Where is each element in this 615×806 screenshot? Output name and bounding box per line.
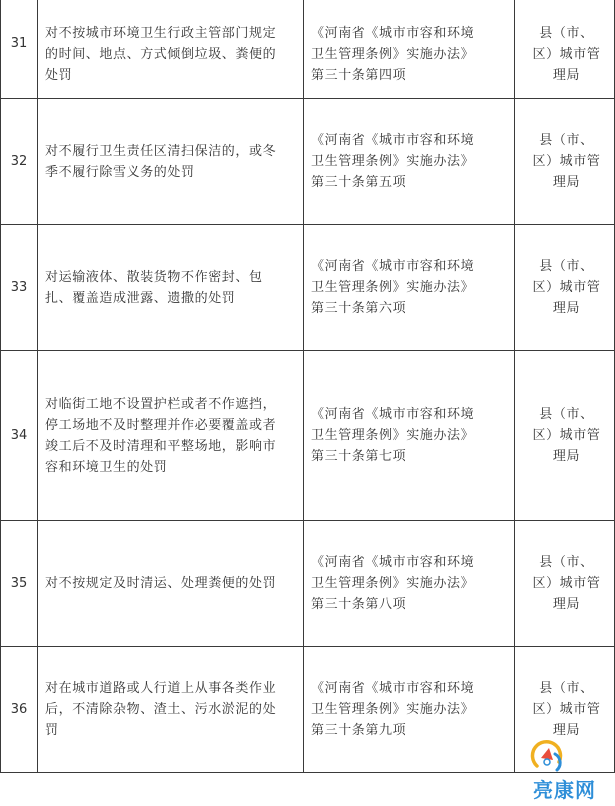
table-row (1, 99, 615, 225)
text-line: 《河南省《城市市容和环境 (311, 25, 475, 41)
text-line: 第三十条第四项 (311, 67, 407, 83)
row-number: 31 (1, 0, 38, 99)
text-line: 第三十条第五项 (311, 175, 407, 190)
enforcement-department (515, 225, 615, 351)
table-row (1, 351, 615, 521)
text-line: 处罚 (45, 67, 73, 83)
text-line: 区）城市管 (532, 702, 601, 717)
text-line: 《河南省《城市市容和环境 (311, 555, 475, 570)
text-line: 县（市、 (539, 259, 594, 274)
text-line: 县（市、 (539, 555, 594, 570)
text-line: 对不按规定及时清运、处理粪便的处罚 (45, 576, 277, 591)
penalty-table-body (1, 0, 615, 773)
penalty-description-text (38, 2, 303, 86)
text-line: 县（市、 (539, 681, 594, 696)
text-line: 理局 (552, 175, 581, 190)
text-line: 对临街工地不设置护栏或者不作遮挡， (45, 396, 277, 412)
text-line: 《河南省《城市市容和环境 (311, 133, 475, 148)
text-line (45, 2, 297, 23)
table-row (1, 225, 615, 351)
row-number: 36 (1, 647, 38, 773)
text-line: 卫生管理条例》实施办法》 (311, 702, 475, 717)
text-line: 第三十条第八项 (311, 597, 407, 612)
text-line: 区）城市管 (532, 576, 601, 591)
text-line: 《河南省《城市市容和环境 (311, 681, 475, 696)
text-line: 卫生管理条例》实施办法》 (311, 576, 475, 591)
table-row (1, 0, 615, 99)
penalty-description (38, 647, 304, 773)
site-watermark (515, 736, 611, 802)
text-line: 理局 (552, 67, 581, 83)
table-row (1, 521, 615, 647)
text-line: 停工场地不及时整理并作必要覆盖或者 (45, 417, 277, 433)
text-line: 理局 (552, 449, 581, 464)
enforcement-department (515, 351, 615, 521)
penalty-description (38, 521, 304, 647)
penalty-description-text (38, 267, 303, 309)
legal-basis (304, 225, 515, 351)
enforcement-department-text (515, 404, 614, 467)
text-line: 对不履行卫生责任区清扫保洁的，或冬 (45, 143, 277, 159)
text-line: 卫生管理条例》实施办法》 (311, 154, 475, 169)
row-number: 33 (1, 225, 38, 351)
legal-basis (304, 647, 515, 773)
text-line (527, 2, 606, 23)
enforcement-department-text (515, 2, 614, 86)
text-line: 区）城市管 (532, 46, 601, 62)
text-line: 对运输液体、散装货物不作密封、包 (45, 269, 263, 285)
text-line: 县（市、 (539, 407, 594, 422)
penalty-description (38, 225, 304, 351)
text-line: 竣工后不及时清理和平整场地，影响市 (45, 438, 277, 454)
penalty-description (38, 99, 304, 225)
text-line: 第三十条第九项 (311, 723, 407, 738)
penalty-description (38, 351, 304, 521)
row-number: 35 (1, 521, 38, 647)
text-line: 对在城市道路或人行道上从事各类作业 (45, 681, 277, 696)
text-line: 后，不清除杂物、渣土、污水淤泥的处 (45, 702, 277, 717)
text-line: 卫生管理条例》实施办法》 (311, 280, 475, 295)
enforcement-department-text (515, 552, 614, 615)
enforcement-department-text (515, 256, 614, 319)
text-line: 县（市、 (539, 25, 594, 41)
legal-basis-text (304, 404, 514, 467)
enforcement-department (515, 521, 615, 647)
text-line: 的时间、地点、方式倾倒垃圾、粪便的 (45, 46, 277, 62)
text-line: 卫生管理条例》实施办法》 (311, 46, 475, 62)
enforcement-department-text (515, 678, 614, 741)
penalty-description-text (38, 678, 303, 741)
penalty-description-text (38, 573, 303, 594)
penalty-description-text (38, 141, 303, 183)
penalty-description-text (38, 394, 303, 478)
text-line: 理局 (552, 723, 581, 738)
legal-basis-text (304, 678, 514, 741)
text-line: 区）城市管 (532, 154, 601, 169)
text-line: 卫生管理条例》实施办法》 (311, 428, 475, 443)
text-line: 县（市、 (539, 133, 594, 148)
text-line: 理局 (552, 597, 581, 612)
legal-basis-text (304, 256, 514, 319)
text-line: 第三十条第七项 (311, 449, 407, 464)
text-line: 《河南省《城市市容和环境 (311, 259, 475, 274)
legal-basis-text (304, 552, 514, 615)
legal-basis (304, 0, 515, 99)
row-number: 32 (1, 99, 38, 225)
text-line (311, 2, 510, 23)
text-line: 区）城市管 (532, 280, 601, 295)
text-line: 区）城市管 (532, 428, 601, 443)
legal-basis (304, 351, 515, 521)
legal-basis (304, 99, 515, 225)
text-line: 容和环境卫生的处罚 (45, 459, 168, 475)
text-line: 对不按城市环境卫生行政主管部门规定 (45, 25, 277, 41)
penalty-description (38, 0, 304, 99)
row-number: 34 (1, 351, 38, 521)
text-line: 理局 (552, 301, 581, 316)
legal-basis (304, 521, 515, 647)
enforcement-department (515, 99, 615, 225)
text-line: 扎、覆盖造成泄露、遗撒的处罚 (45, 290, 236, 306)
legal-basis-text (304, 2, 514, 86)
text-line: 罚 (45, 723, 59, 738)
text-line: 季不履行除雪义务的处罚 (45, 164, 195, 180)
enforcement-department-text (515, 130, 614, 193)
enforcement-department (515, 0, 615, 99)
watermark-text: 亮康网 (533, 778, 596, 802)
legal-basis-text (304, 130, 514, 193)
text-line: 《河南省《城市市容和环境 (311, 407, 475, 422)
text-line: 第三十条第六项 (311, 301, 407, 316)
